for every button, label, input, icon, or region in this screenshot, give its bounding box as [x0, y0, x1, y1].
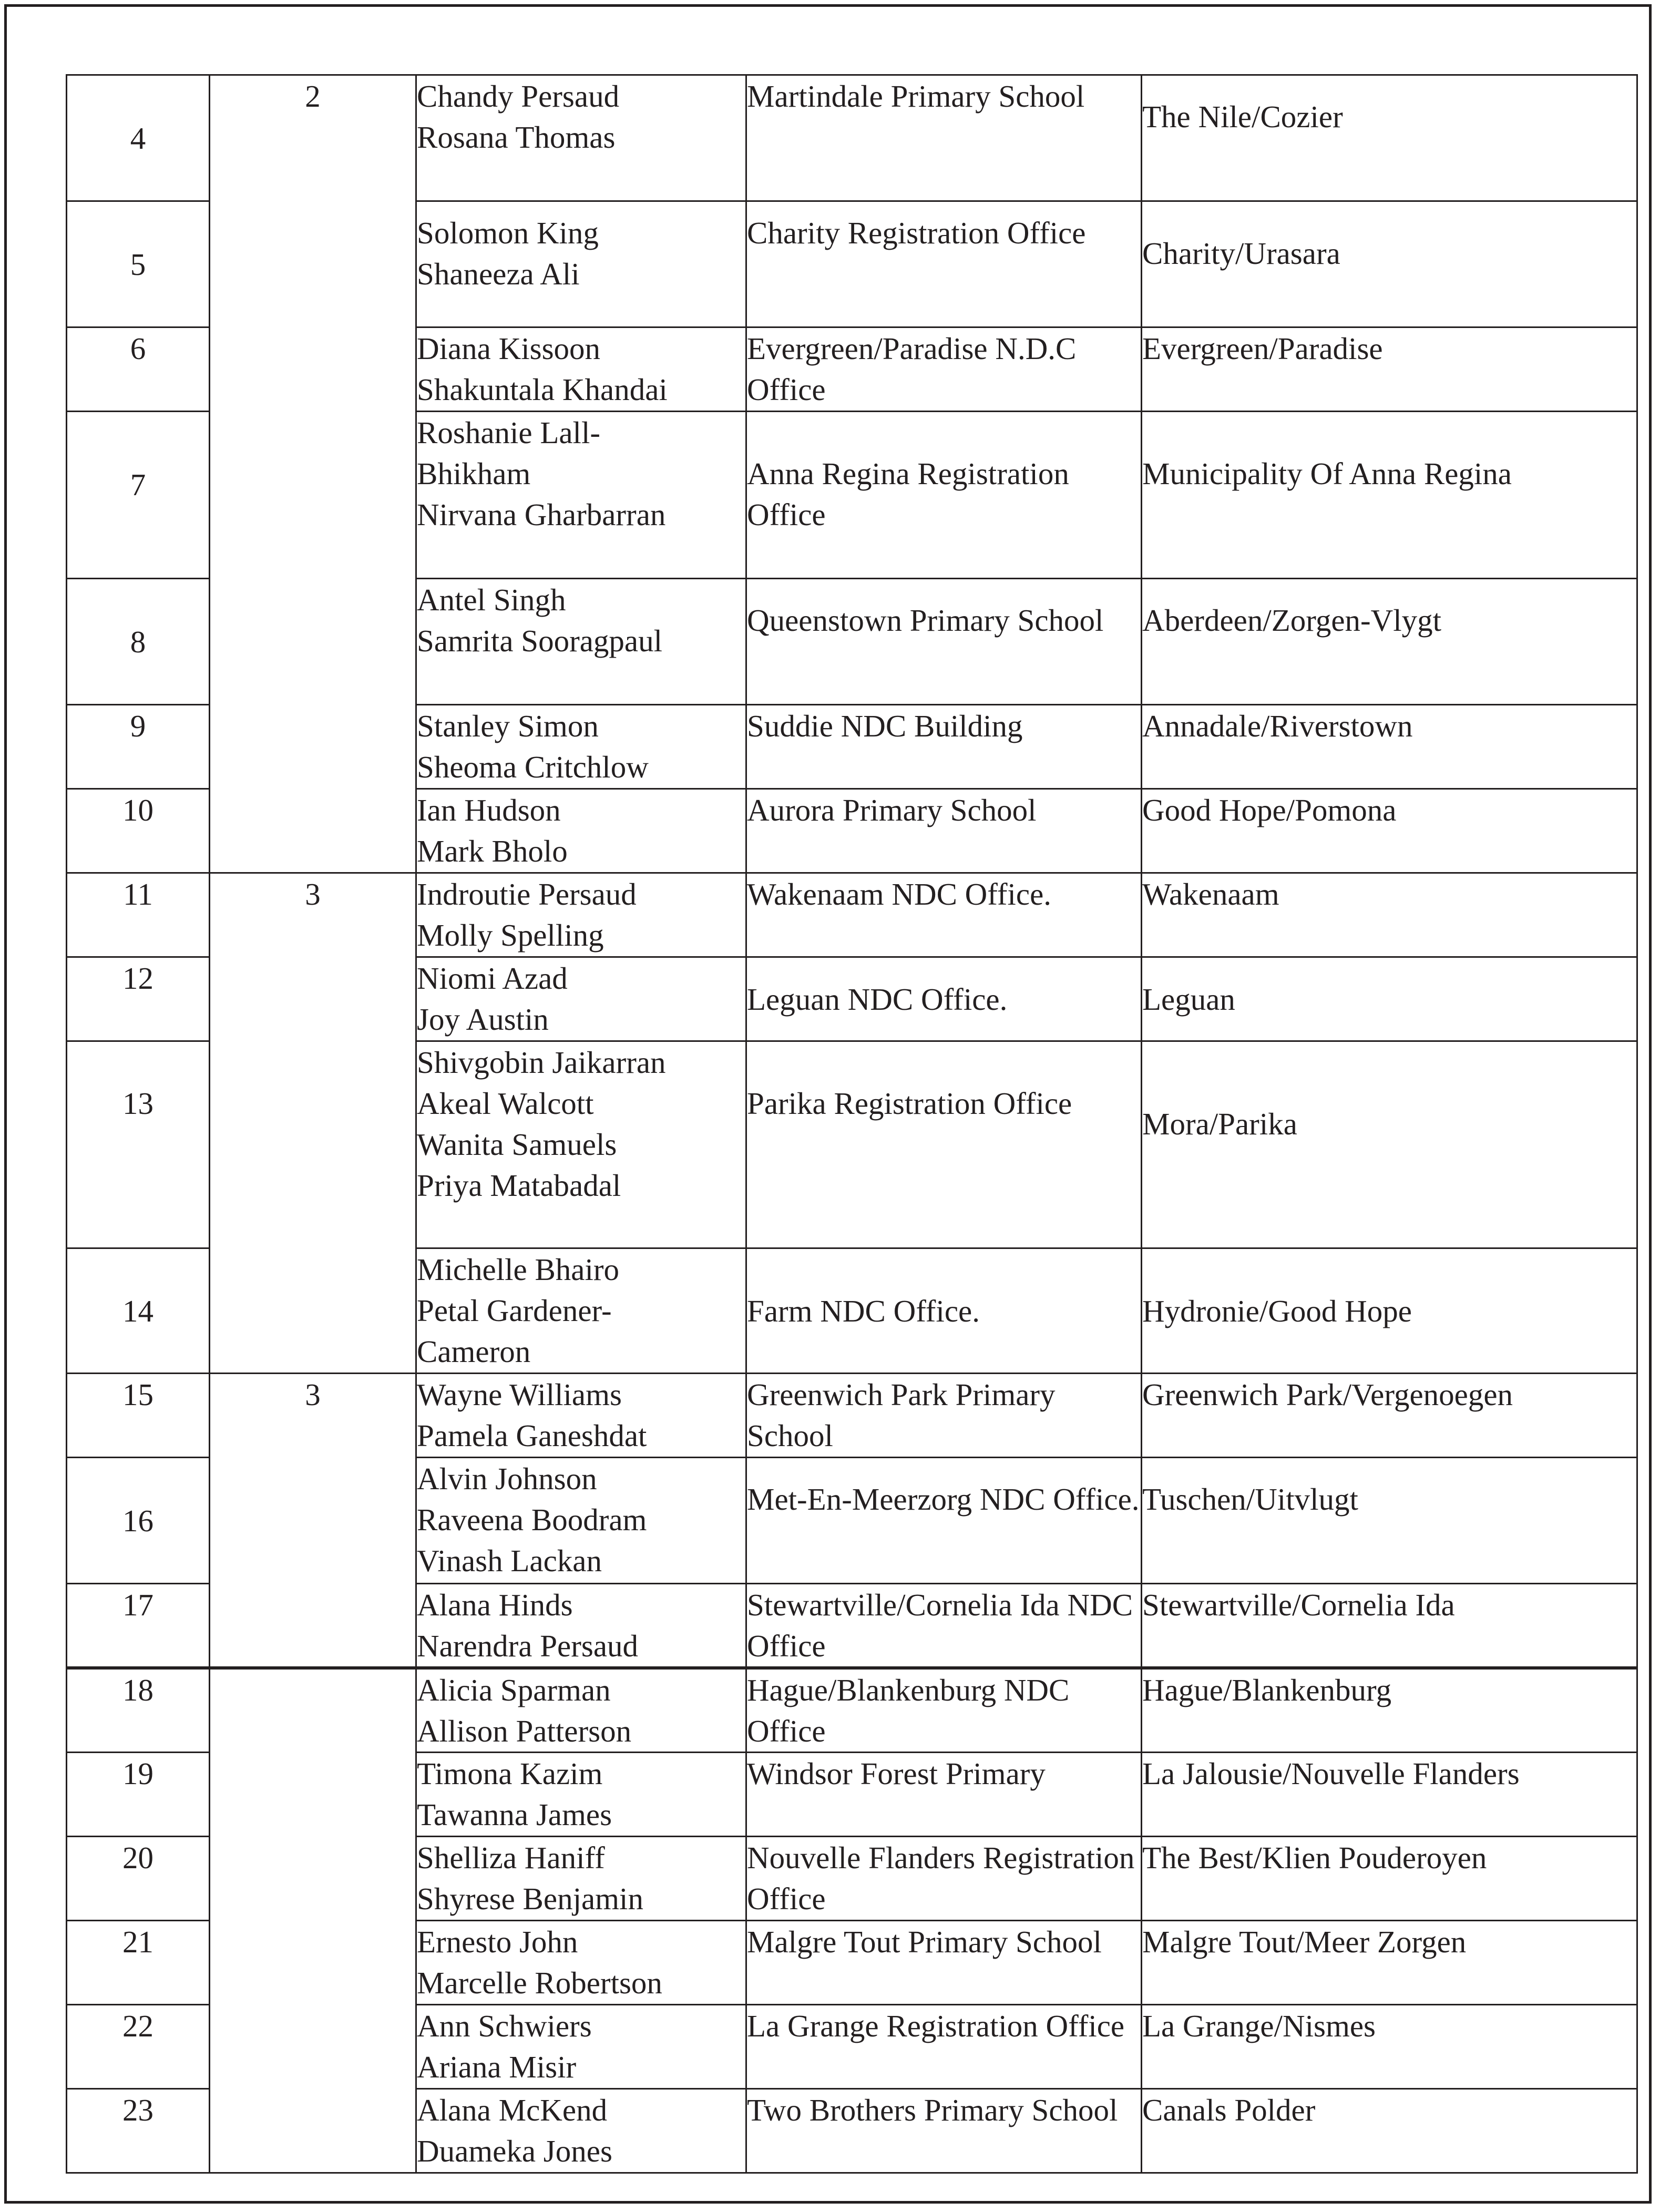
officer-names-cell: Shivgobin Jaikarran Akeal Walcott Wanita Samuels Priya Matabadal — [416, 1041, 746, 1248]
officer-names-cell: Niomi Azad Joy Austin — [416, 957, 746, 1041]
officer-names-cell: Chandy Persaud Rosana Thomas — [416, 75, 746, 201]
location-cell: Greenwich Park Primary School — [746, 1374, 1142, 1458]
location-cell: Windsor Forest Primary — [746, 1753, 1142, 1837]
page-frame — [4, 4, 1652, 2204]
row-number-cell: 14 — [67, 1248, 210, 1374]
row-number-cell: 7 — [67, 412, 210, 579]
table-row — [67, 1374, 1637, 1458]
area-cell: Annadale/Riverstown — [1142, 705, 1637, 789]
area-cell: Stewartville/Cornelia Ida — [1142, 1584, 1637, 1668]
division-cell: 3 — [210, 873, 416, 1374]
row-number-cell: 10 — [67, 789, 210, 873]
location-cell: Met-En-Meerzorg NDC Office. — [746, 1458, 1142, 1584]
officer-names-cell: Antel Singh Samrita Sooragpaul — [416, 579, 746, 705]
area-cell: Canals Polder — [1142, 2089, 1637, 2173]
row-number-cell: 22 — [67, 2005, 210, 2089]
location-cell: Suddie NDC Building — [746, 705, 1142, 789]
row-number-cell: 17 — [67, 1584, 210, 1668]
location-cell: Aurora Primary School — [746, 789, 1142, 873]
area-cell: La Jalousie/Nouvelle Flanders — [1142, 1753, 1637, 1837]
officer-names-cell: Stanley Simon Sheoma Critchlow — [416, 705, 746, 789]
table-row — [67, 75, 1637, 201]
division-cell: 2 — [210, 75, 416, 873]
officer-names-cell: Ian Hudson Mark Bholo — [416, 789, 746, 873]
area-cell: Malgre Tout/Meer Zorgen — [1142, 1921, 1637, 2005]
area-cell: Mora/Parika — [1142, 1041, 1637, 1248]
officer-names-cell: Indroutie Persaud Molly Spelling — [416, 873, 746, 957]
location-cell: Evergreen/Paradise N.D.C Office — [746, 327, 1142, 412]
location-cell: Queenstown Primary School — [746, 579, 1142, 705]
location-cell: Two Brothers Primary School — [746, 2089, 1142, 2173]
area-cell: Evergreen/Paradise — [1142, 327, 1637, 412]
location-cell: Leguan NDC Office. — [746, 957, 1142, 1041]
row-number-cell: 18 — [67, 1668, 210, 1753]
row-number-cell: 9 — [67, 705, 210, 789]
area-cell: Charity/Urasara — [1142, 201, 1637, 327]
location-cell: Farm NDC Office. — [746, 1248, 1142, 1374]
location-cell: Parika Registration Office — [746, 1041, 1142, 1248]
area-cell: Greenwich Park/Vergenoegen — [1142, 1374, 1637, 1458]
area-cell: Hydronie/Good Hope — [1142, 1248, 1637, 1374]
officer-names-cell: Michelle Bhairo Petal Gardener- Cameron — [416, 1248, 746, 1374]
officer-names-cell: Ann Schwiers Ariana Misir — [416, 2005, 746, 2089]
officer-names-cell: Alana McKend Duameka Jones — [416, 2089, 746, 2173]
officer-names-cell: Alana Hinds Narendra Persaud — [416, 1584, 746, 1668]
area-cell: Wakenaam — [1142, 873, 1637, 957]
table-row — [67, 873, 1637, 957]
area-cell: The Best/Klien Pouderoyen — [1142, 1837, 1637, 1921]
row-number-cell: 15 — [67, 1374, 210, 1458]
officer-names-cell: Timona Kazim Tawanna James — [416, 1753, 746, 1837]
row-number-cell: 4 — [67, 75, 210, 201]
area-cell: La Grange/Nismes — [1142, 2005, 1637, 2089]
location-cell: Anna Regina Registration Office — [746, 412, 1142, 579]
officer-names-cell: Alvin Johnson Raveena Boodram Vinash Lackan — [416, 1458, 746, 1584]
division-cell — [210, 1668, 416, 2173]
row-number-cell: 5 — [67, 201, 210, 327]
officer-names-cell: Shelliza Haniff Shyrese Benjamin — [416, 1837, 746, 1921]
row-number-cell: 6 — [67, 327, 210, 412]
officer-names-cell: Wayne Williams Pamela Ganeshdat — [416, 1374, 746, 1458]
row-number-cell: 23 — [67, 2089, 210, 2173]
row-number-cell: 12 — [67, 957, 210, 1041]
area-cell: Aberdeen/Zorgen-Vlygt — [1142, 579, 1637, 705]
row-number-cell: 19 — [67, 1753, 210, 1837]
location-cell: Charity Registration Office — [746, 201, 1142, 327]
location-cell: Stewartville/Cornelia Ida NDC Office — [746, 1584, 1142, 1668]
area-cell: Good Hope/Pomona — [1142, 789, 1637, 873]
row-number-cell: 13 — [67, 1041, 210, 1248]
area-cell: Tuschen/Uitvlugt — [1142, 1458, 1637, 1584]
officer-names-cell: Alicia Sparman Allison Patterson — [416, 1668, 746, 1753]
location-cell: Hague/Blankenburg NDC Office — [746, 1668, 1142, 1753]
table-row — [67, 1668, 1637, 1753]
officer-names-cell: Solomon King Shaneeza Ali — [416, 201, 746, 327]
area-cell: Leguan — [1142, 957, 1637, 1041]
location-cell: Malgre Tout Primary School — [746, 1921, 1142, 2005]
location-cell: La Grange Registration Office — [746, 2005, 1142, 2089]
location-cell: Wakenaam NDC Office. — [746, 873, 1142, 957]
registration-table — [66, 74, 1638, 2174]
row-number-cell: 16 — [67, 1458, 210, 1584]
row-number-cell: 21 — [67, 1921, 210, 2005]
row-number-cell: 8 — [67, 579, 210, 705]
officer-names-cell: Roshanie Lall- Bhikham Nirvana Gharbarran — [416, 412, 746, 579]
area-cell: The Nile/Cozier — [1142, 75, 1637, 201]
location-cell: Nouvelle Flanders Registration Office — [746, 1837, 1142, 1921]
row-number-cell: 11 — [67, 873, 210, 957]
area-cell: Hague/Blankenburg — [1142, 1668, 1637, 1753]
area-cell: Municipality Of Anna Regina — [1142, 412, 1637, 579]
location-cell: Martindale Primary School — [746, 75, 1142, 201]
officer-names-cell: Diana Kissoon Shakuntala Khandai — [416, 327, 746, 412]
row-number-cell: 20 — [67, 1837, 210, 1921]
division-cell: 3 — [210, 1374, 416, 1668]
officer-names-cell: Ernesto John Marcelle Robertson — [416, 1921, 746, 2005]
